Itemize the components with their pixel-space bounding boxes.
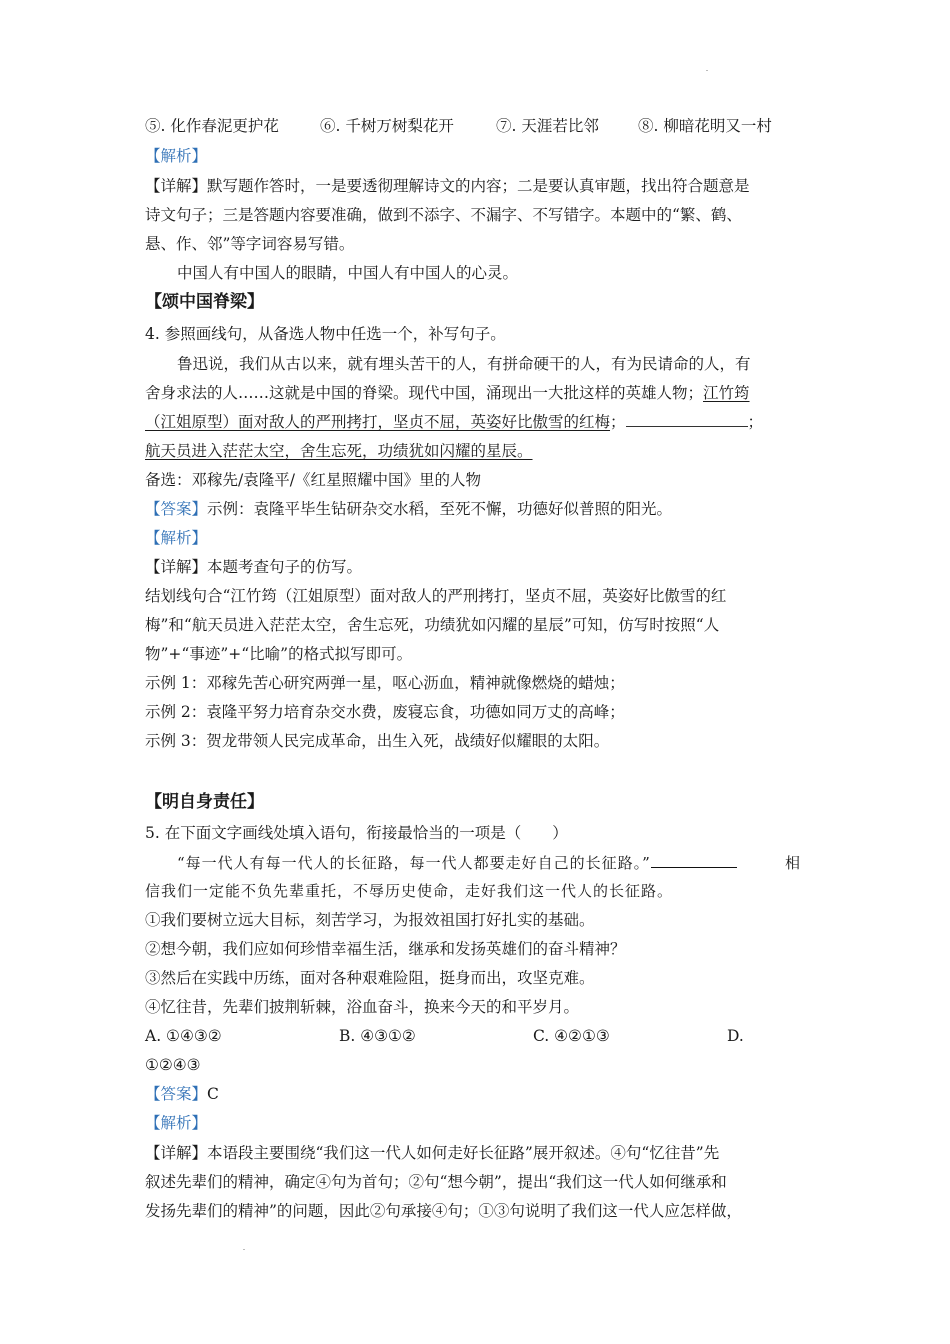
choice-b[interactable]: B. ④③①② — [339, 1027, 416, 1045]
page-mark — [706, 70, 708, 71]
intro-line: 中国人有中国人的眼睛，中国人有中国人的心灵。 — [177, 264, 519, 282]
q4-detail-line: 【详解】本题考查句子的仿写。 — [145, 558, 363, 576]
answer-text: C — [207, 1085, 219, 1103]
q5-sentence: ①我们要树立远大目标，刻苦学习，为报效祖国打好扎实的基础。 — [145, 911, 595, 929]
answer-label: 【答案】 — [145, 500, 208, 518]
option-8: ⑧. 柳暗花明又一村 — [638, 117, 772, 135]
choice-a[interactable]: A. ①④③② — [145, 1027, 222, 1045]
q4-passage-line — [145, 383, 805, 403]
q5-detail-line: 发扬先辈们的精神”的问题，因此②句承接④句；①③句说明了我们这一代人应怎样做， — [145, 1202, 742, 1220]
q4-passage-line — [145, 412, 805, 432]
underlined-sentence: 江竹筠 — [703, 384, 750, 402]
q4-example: 示例 1：邓稼先苦心研究两弹一星，呕心沥血，精神就像燃烧的蜡烛； — [145, 674, 625, 692]
q4-example: 示例 3：贺龙带领人民完成革命，出生入死，战绩好似耀眼的太阳。 — [145, 732, 610, 750]
q5-passage-line — [177, 853, 807, 873]
q4-options: 备选：邓稼先/袁隆平/《红星照耀中国》里的人物 — [145, 471, 481, 489]
q5-sentence: ③然后在实践中历练，面对各种艰难险阻，挺身而出，攻坚克难。 — [145, 969, 595, 987]
q4-passage-line — [145, 441, 805, 461]
underlined-sentence: 航天员进入茫茫太空，舍生忘死，功绩犹如闪耀的星辰。 — [145, 442, 533, 460]
q4-example: 示例 2：袁隆平努力培育杂交水费，废寝忘食，功德如同万丈的高峰； — [145, 703, 625, 721]
q4-answer — [145, 499, 805, 519]
q3-detail-line: 诗文句子；三是答题内容要准确，做到不添字、不漏字、不写错字。本题中的“繁、鹤、 — [145, 206, 742, 224]
q5-sentence: ②想今朝，我们应如何珍惜幸福生活，继承和发扬英雄们的奋斗精神？ — [145, 940, 626, 958]
option-6: ⑥. 千树万树梨花开 — [320, 117, 454, 135]
choice-d[interactable]: D. — [727, 1027, 744, 1045]
q5-passage-line: 信我们一定能不负先辈重托，不辱历史使命，走好我们这一代人的长征路。 — [145, 882, 674, 900]
q4-detail-line: 梅”和“航天员进入茫茫太空，舍生忘死，功绩犹如闪耀的星辰”可知，仿写时按照“人 — [145, 616, 720, 634]
separator: ； — [747, 413, 764, 431]
q5-question: 5. 在下面文字画线处填入语句，衔接最恰当的一项是（ ） — [145, 824, 568, 842]
q3-detail-line: 【详解】默写题作答时，一是要透彻理解诗文的内容；二是要认真审题，找出符合题意是 — [145, 177, 750, 195]
q4-question: 4. 参照画线句，从备选人物中任选一个，补写句子。 — [145, 325, 506, 343]
q5-analysis-label: 【解析】 — [145, 1114, 208, 1132]
q5-passage-text: 相 — [785, 854, 802, 872]
choice-d-value: ①②④③ — [145, 1056, 201, 1074]
underlined-sentence: （江姐原型）面对敌人的严刑拷打，坚贞不屈，英姿好比傲雪的红梅 — [145, 413, 611, 431]
section-title-spine: 【颂中国脊梁】 — [145, 292, 264, 312]
q5-sentence: ④忆往昔，先辈们披荆斩棘，浴血奋斗，换来今天的和平岁月。 — [145, 998, 580, 1016]
answer-blank[interactable] — [651, 853, 737, 868]
answer-text: 示例：袁隆平毕生钻研杂交水稻，至死不懈，功德好似普照的阳光。 — [207, 500, 673, 518]
q4-passage-line: 鲁迅说，我们从古以来，就有埋头苦干的人，有拼命硬干的人，有为民请命的人，有 — [177, 355, 751, 373]
q5-detail-line: 叙述先辈们的精神，确定④句为首句；②句“想今朝”，提出“我们这一代人如何继承和 — [145, 1173, 727, 1191]
answer-blank[interactable] — [626, 412, 748, 427]
answer-label: 【答案】 — [145, 1085, 208, 1103]
q5-detail-line: 【详解】本语段主要围绕“我们这一代人如何走好长征路”展开叙述。④句“忆往昔”先 — [145, 1144, 720, 1162]
q5-passage-text: “每一代人有每一代人的长征路，每一代人都要走好自己的长征路。” — [177, 854, 651, 872]
q4-analysis-label: 【解析】 — [145, 529, 208, 547]
section-title-responsibility: 【明自身责任】 — [145, 792, 264, 812]
choice-c[interactable]: C. ④②①③ — [533, 1027, 610, 1045]
option-7: ⑦. 天涯若比邻 — [496, 117, 599, 135]
option-5: ⑤. 化作春泥更护花 — [145, 117, 279, 135]
page-mark — [243, 1249, 245, 1250]
q4-passage-text: 舍身求法的人……这就是中国的脊梁。现代中国，涌现出一大批这样的英雄人物； — [145, 384, 704, 402]
q3-analysis-label: 【解析】 — [145, 147, 208, 165]
q4-detail-line: 物”+“事迹”+“比喻”的格式拟写即可。 — [145, 645, 413, 663]
q4-detail-line: 结划线句合“江竹筠（江姐原型）面对敌人的严刑拷打，坚贞不屈，英姿好比傲雪的红 — [145, 587, 727, 605]
separator: ； — [610, 413, 626, 431]
q5-answer — [145, 1084, 805, 1104]
q3-detail-line: 悬、作、邻”等字词容易写错。 — [145, 235, 355, 253]
